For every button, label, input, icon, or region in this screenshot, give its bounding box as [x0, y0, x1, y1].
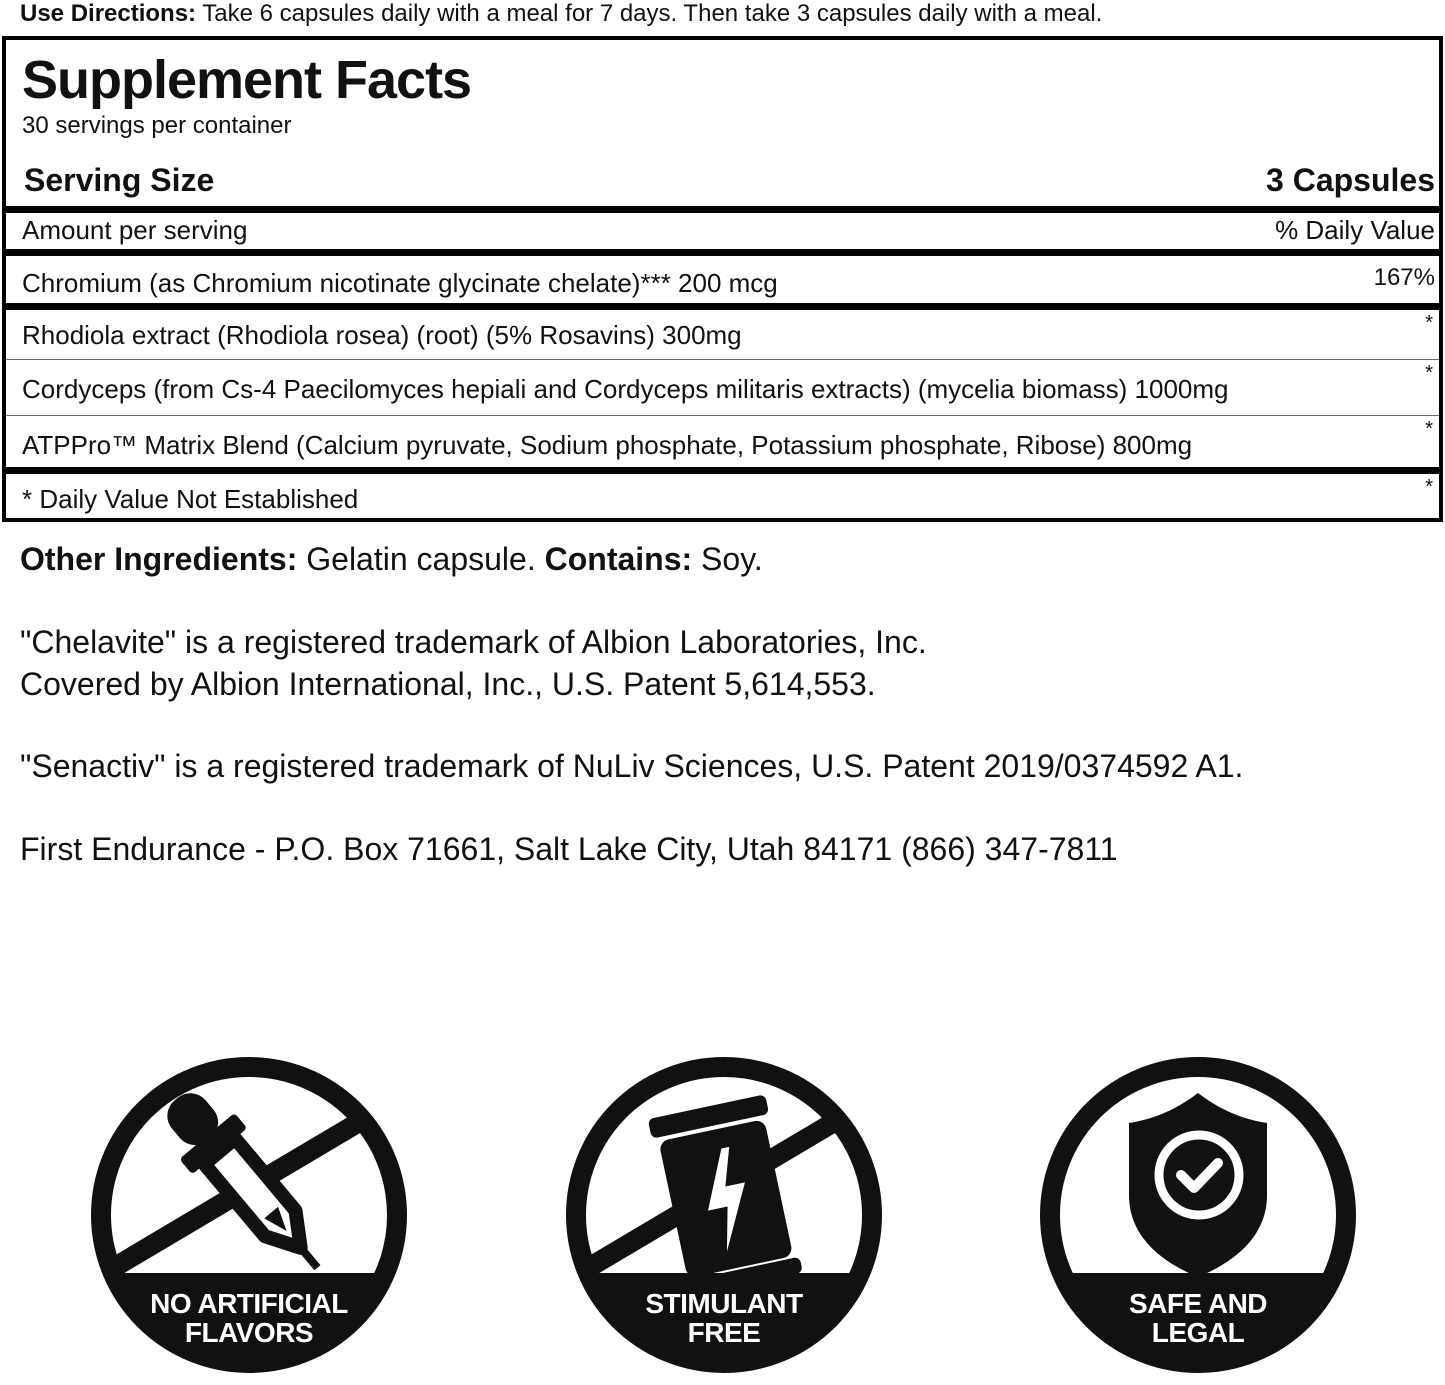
badge-label-line1: STIMULANT [645, 1288, 803, 1319]
ingredient-row [6, 310, 1439, 359]
badge-label-line2: FLAVORS [184, 1317, 314, 1348]
ingredient-name: ATPPro™ Matrix Blend (Calcium pyruvate, Sodium phosphate, Potassium phosphate, Ribose) 800mg [22, 430, 1193, 460]
use-directions-label: Use Directions: [20, 0, 197, 27]
badge-label-line1: SAFE AND [1128, 1288, 1268, 1319]
badge-label [553, 1289, 895, 1347]
serving-size-row [6, 154, 1439, 206]
ingredient-row [6, 416, 1439, 467]
ingredient-name: Cordyceps (from Cs-4 Paecilomyces hepiali and Cordyceps militaris extracts) (mycelia biomass) 1000mg [22, 374, 1229, 404]
footnote-text: * Daily Value Not Established [22, 484, 359, 514]
badge-no-artificial-flavors [78, 1045, 420, 1385]
facts-title: Supplement Facts [22, 50, 472, 110]
divider-thick [6, 249, 1439, 256]
badge-safe-and-legal [1027, 1045, 1369, 1385]
ingredient-daily-value: 167% [1373, 264, 1435, 291]
amount-per-serving-label: Amount per serving [22, 215, 248, 245]
other-ingredients-label: Other Ingredients: [20, 541, 298, 577]
company-address: First Endurance - P.O. Box 71661, Salt Lake City, Utah 84171 (866) 347-7811 [20, 831, 1118, 867]
other-ingredients [20, 538, 763, 580]
ingredient-daily-value: * [1425, 312, 1433, 334]
footnote-row [6, 474, 1439, 518]
badge-label-line1: NO ARTIFICIAL [150, 1288, 348, 1319]
ingredient-row [6, 256, 1439, 303]
senactiv-trademark: "Senactiv" is a registered trademark of NuLiv Sciences, U.S. Patent 2019/0374592 A1. [20, 748, 1244, 784]
serving-size-value: 3 Capsules [1266, 162, 1435, 198]
footnote-mark: * [1425, 476, 1433, 498]
chelavite-trademark: "Chelavite" is a registered trademark of Albion Laboratories, Inc. [20, 624, 927, 660]
divider-thick [6, 467, 1439, 474]
divider-thick [6, 206, 1439, 213]
daily-value-label: % Daily Value [1275, 215, 1435, 245]
badge-label [78, 1289, 420, 1347]
ingredient-daily-value: * [1425, 418, 1433, 440]
servings-per-container: 30 servings per container [22, 112, 292, 139]
divider-thick [6, 303, 1439, 310]
ingredient-daily-value: * [1425, 362, 1433, 384]
badge-label-line2: FREE [687, 1317, 761, 1348]
badge-stimulant-free [553, 1045, 895, 1385]
use-directions-text: Take 6 capsules daily with a meal for 7 days. Then take 3 capsules daily with a meal. [196, 0, 1103, 27]
ingredient-row [6, 360, 1439, 415]
ingredient-name: Rhodiola extract (Rhodiola rosea) (root) (5% Rosavins) 300mg [22, 320, 742, 350]
chelavite-patent: Covered by Albion International, Inc., U.S. Patent 5,614,553. [20, 666, 876, 702]
serving-size-label: Serving Size [24, 162, 215, 198]
contains-label: Contains: [544, 541, 693, 577]
badge-label-line2: LEGAL [1151, 1317, 1245, 1348]
other-ingredients-text: Gelatin capsule. [297, 541, 545, 577]
contains-text: Soy. [692, 541, 763, 577]
supplement-facts-panel [2, 36, 1443, 522]
amount-per-serving-row [6, 213, 1439, 249]
badge-label [1027, 1289, 1369, 1347]
use-directions [20, 0, 1102, 28]
ingredient-name: Chromium (as Chromium nicotinate glycinate chelate)*** 200 mcg [22, 268, 778, 298]
